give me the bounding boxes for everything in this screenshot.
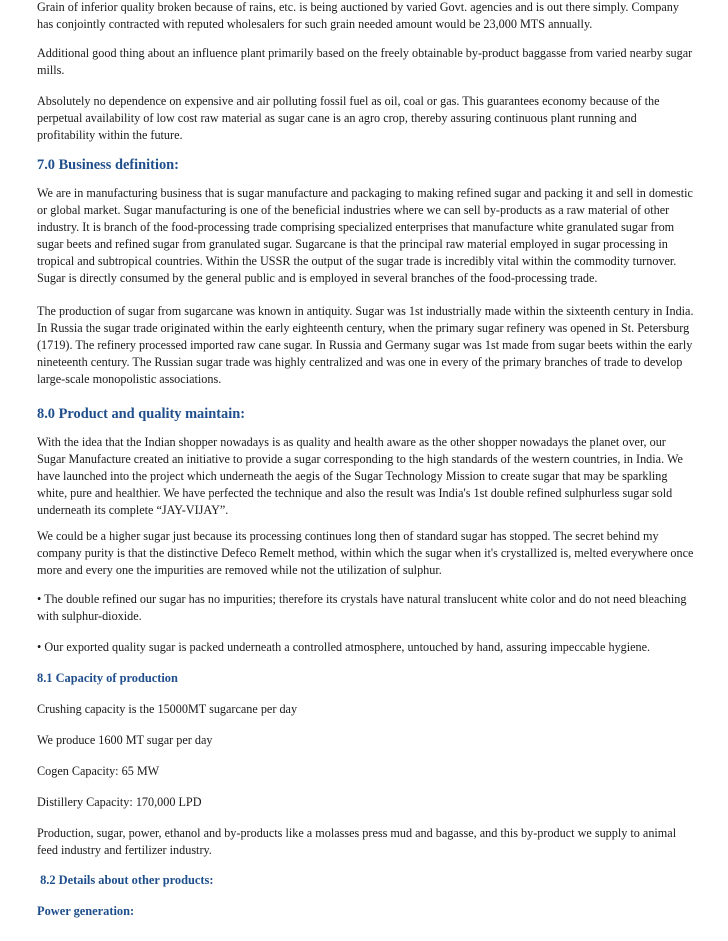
paragraph: Grain of inferior quality broken because of rains, etc. is being auctioned by varied Govt. agencies and is out there simply. Company has conjointly contracted with reputed wholesalers for such grain needed amount would be 23,000 MTS annually.: [37, 0, 679, 31]
paragraph: Crushing capacity is the 15000MT sugarcane per day: [37, 702, 298, 716]
paragraph: We are in manufacturing business that is sugar manufacture and packaging to making refined sugar and packing it and sell in domestic or global market. Sugar manufacturing is one of the beneficial industries where we can sell by-products as a raw material of other industry. It is branch of the food-processing trade comprising specialized enterprises that manufacture white granulated sugar from sugar beets and refined sugar from granulated sugar. Sugarcane is that the principal raw material employed in sugar processing in tropical and subtropical countries. Within the USSR the output of the sugar trade is incredibly vital within the commodity turnover. Sugar is directly consumed by the general public and is employed in several branches of the food-processing trade.: [37, 186, 693, 285]
subsection-heading-power-generation: Power generation:: [37, 904, 135, 918]
paragraph: The production of sugar from sugarcane was known in antiquity. Sugar was 1st industrially made within the sixteenth century in India. In Russia the sugar trade originated within the early eighteenth century, when the primary sugar refinery was opened in St. Petersburg (1719). The refinery processed imported raw cane sugar. In Russia and Germany sugar was 1st made from sugar beets within the early nineteenth century. The Russian sugar trade was highly centralized and was one in every of the primary branches of trade to develop large-scale monopolistic associations.: [37, 304, 694, 386]
paragraph: Absolutely no dependence on expensive and air polluting fossil fuel as oil, coal or gas. This guarantees economy because of the perpetual availability of low cost raw material as sugar cane is an agro crop, thereby assuring continuous plant running and profitability within the future.: [37, 94, 660, 142]
subsection-heading-capacity: 8.1 Capacity of production: [37, 671, 178, 685]
paragraph: We could be a higher sugar just because its processing continues long then of standard sugar has stopped. The secret behind my company purity is that the distinctive Defeco Remelt method, within which the sugar when it's crystallized is, melted everywhere once more and every one the impurities are removed while not the utilization of sulphur.: [37, 529, 694, 577]
section-heading-business-definition: 7.0 Business definition:: [37, 157, 179, 173]
subsection-heading-other-products: 8.2 Details about other products:: [37, 873, 214, 887]
paragraph: With the idea that the Indian shopper nowadays is as quality and health aware as the other shopper nowadays the planet over, our Sugar Manufacture created an initiative to provide a sugar corresponding to the high standards of the western countries, in India. We have launched into the project which underneath the aegis of the Sugar Technology Mission to create sugar that may be sparkling white, pure and healthier. We have perfected the technique and also the result was India's 1st double refined sulphurless sugar sold underneath its complete “JAY-VIJAY”.: [37, 435, 683, 517]
paragraph: We produce 1600 MT sugar per day: [37, 733, 213, 747]
paragraph: Distillery Capacity: 170,000 LPD: [37, 795, 202, 809]
paragraph: Production, sugar, power, ethanol and by-products like a molasses press mud and bagasse, and this by-product we supply to animal feed industry and fertilizer industry.: [37, 826, 677, 857]
paragraph: Cogen Capacity: 65 MW: [37, 764, 160, 778]
paragraph: Additional good thing about an influence plant primarily based on the freely obtainable by-product baggasse from varied nearby sugar mills.: [37, 46, 693, 77]
bullet-item: • The double refined our sugar has no impurities; therefore its crystals have natural translucent white color and do not need bleaching with sulphur-dioxide.: [37, 592, 687, 623]
section-heading-product-quality: 8.0 Product and quality maintain:: [37, 406, 246, 422]
bullet-item: • Our exported quality sugar is packed underneath a controlled atmosphere, untouched by hand, assuring impeccable hygiene.: [37, 640, 651, 654]
